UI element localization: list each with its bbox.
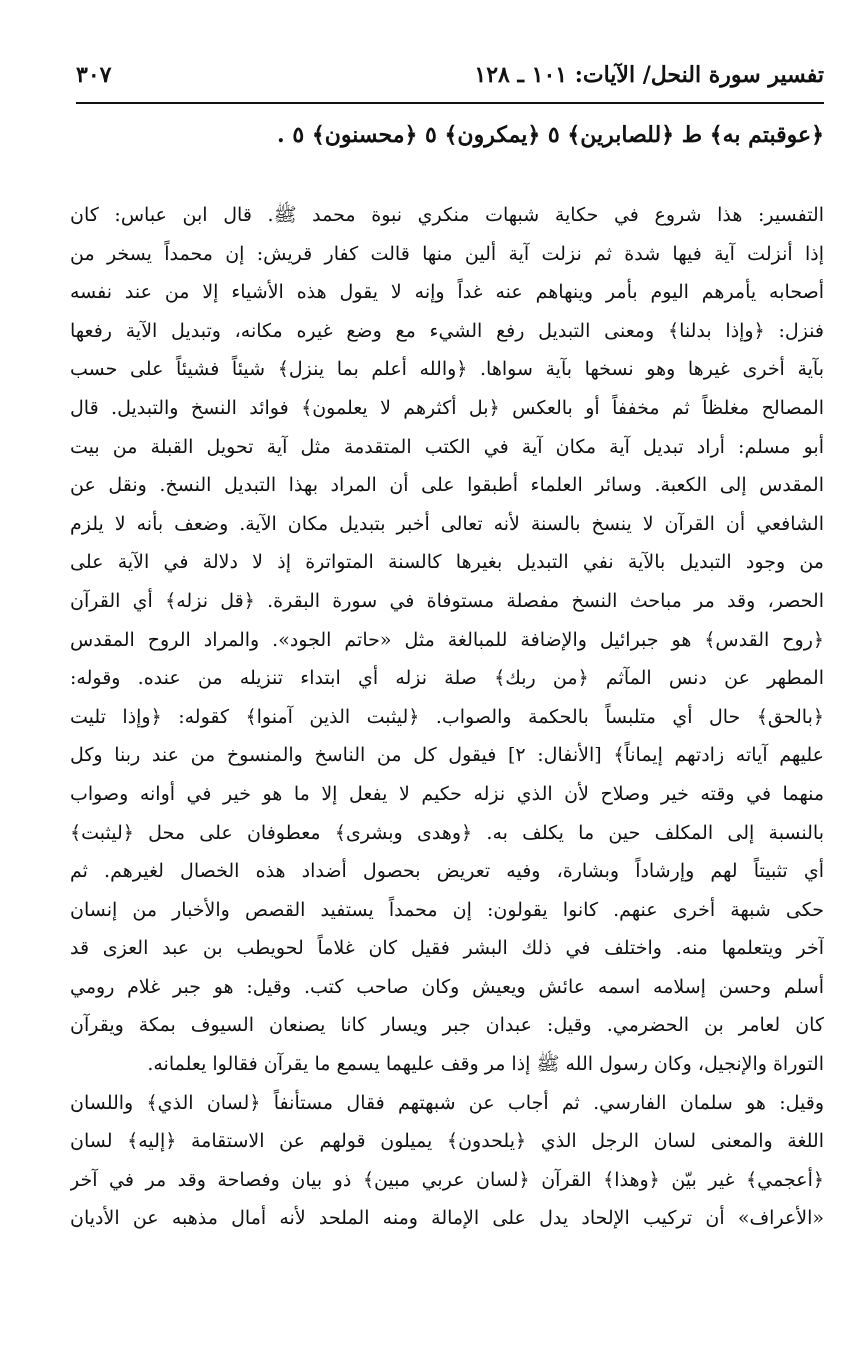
text-line: عليهم آياته زادتهم إيماناً﴾ [الأنفال: ٢] فيقول كل من الناسخ والمنسوخ من عند ربنا وكل: [70, 744, 824, 767]
text-line: بآية أخرى غيرها وهو نسخها بآية سواها. ﴿والله أعلم بما ينزل﴾ شيئاً فشيئاً على حسب: [70, 358, 824, 381]
text-line: آخر ويتعلمها منه. واختلف في ذلك البشر فقيل كان غلاماً لحويطب بن عبد العزى قد: [70, 937, 824, 960]
text-line: منهما في وقته خير وصلاح لأن الذي نزله حكيم لا يفعل إلا ما هو خير في أوانه وصواب: [70, 782, 824, 805]
page-header: [76, 60, 824, 104]
text-line: أبو مسلم: أراد تبديل آية مكان آية في الكتب المتقدمة مثل آية تحويل القبلة من بيت: [70, 435, 824, 458]
text-line: اللغة والمعنى لسان الرجل الذي ﴿يلحدون﴾ يميلون قولهم عن الاستقامة ﴿إليه﴾ لسان: [70, 1130, 824, 1153]
text-line: أسلم وحسن إسلامه اسمه عائش ويعيش وكان صاحب كتب. وقيل: هو جبر غلام رومي: [70, 975, 824, 998]
text-line: المقدس إلى الكعبة. وسائر العلماء أطبقوا على أن المراد بهذا التبديل النسخ. ونقل عن: [70, 474, 824, 497]
text-line: المطهر عن دنس المآثم ﴿من ربك﴾ صلة نزله أي ابتداء تنزيله من عنده. وقوله:: [70, 667, 824, 690]
text-line: ﴿بالحق﴾ حال أي متلبساً بالحكمة والصواب. ﴿ليثبت الذين آمنوا﴾ كقوله: ﴿وإذا تليت: [70, 705, 824, 728]
text-line: إذا أنزلت آية فيها شدة ثم نزلت آية ألين منها قالت كفار قريش: إن محمداً يسخر من: [70, 242, 824, 265]
text-line: ﴿روح القدس﴾ هو جبرائيل والإضافة للمبالغة مثل «حاتم الجود». والمراد الروح المقدس: [70, 628, 824, 651]
text-line: حكى شبهة أخرى عنهم. كانوا يقولون: إن محمداً يستفيد القصص والأخبار من إنسان: [70, 898, 824, 921]
text-line: التوراة والإنجيل، وكان رسول الله ﷺ إذا مر وقف عليهما يسمع ما يقرآن فقالوا يعلمانه.: [147, 1053, 824, 1076]
text-line: وقيل: هو سلمان الفارسي. ثم أجاب عن شبهتهم فقال مستأنفاً ﴿لسان الذي﴾ واللسان: [70, 1091, 824, 1114]
text-line: «الأعراف» أن تركيب الإلحاد يدل على الإمالة ومنه الملحد لأنه أمال مذهبه عن الأديان: [70, 1207, 824, 1230]
verse-pause-marks: ﴿عوقبتم به﴾ ط ﴿للصابرين﴾ ٥ ﴿يمكرون﴾ ٥ ﴿محسنون﴾ ٥ .: [277, 122, 824, 148]
text-line: الشافعي أن القرآن لا ينسخ بالسنة لأنه تعالى أخبر بتبديل مكان الآية. وضعف بأنه لا يلزم: [70, 512, 824, 535]
text-line: أي تثبيتاً لهم وإرشاداً وبشارة، وفيه تعريض بحصول أضداد هذه الخصال لغيرهم. ثم: [70, 860, 824, 883]
text-line: أصحابه يأمرهم اليوم بأمر وينهاهم عنه غداً وإنه لا يقول هذه الأشياء إلا من عند نفسه: [70, 281, 824, 304]
text-line: من وجود التبديل بالآية نفي التبديل بغيرها كالسنة المتواترة إذ لا دلالة في الآية على: [70, 551, 824, 574]
text-line: ﴿أعجمي﴾ غير بيّن ﴿وهذا﴾ القرآن ﴿لسان عربي مبين﴾ ذو بيان وفصاحة وقد مر في آخر: [70, 1168, 824, 1191]
page-number: ٣٠٧: [76, 62, 112, 88]
running-title: تفسير سورة النحل/ الآيات: ١٠١ ـ ١٢٨: [474, 62, 824, 88]
tafsir-body: [70, 196, 824, 1312]
text-line: بالنسبة إلى المكلف حين ما يكلف به. ﴿وهدى وبشرى﴾ معطوفان على محل ﴿ليثبت﴾: [70, 821, 824, 844]
text-line: كان لعامر بن الحضرمي. وقيل: عبدان جبر ويسار كانا يصنعان السيوف بمكة ويقرآن: [70, 1014, 824, 1037]
text-line: المصالح مغلظاً ثم مخففاً أو بالعكس ﴿بل أكثرهم لا يعلمون﴾ فوائد النسخ والتبديل. قال: [70, 396, 824, 419]
text-line: الحصر، وقد مر مباحث النسخ مفصلة مستوفاة في سورة البقرة. ﴿قل نزله﴾ أي القرآن: [70, 589, 824, 612]
text-line: التفسير: هذا شروع في حكاية شبهات منكري نبوة محمد ﷺ. قال ابن عباس: كان: [70, 204, 824, 226]
text-line: فنزل: ﴿وإذا بدلنا﴾ ومعنى التبديل رفع الشيء مع وضع غيره مكانه، وتبديل الآية رفعها: [70, 319, 824, 342]
